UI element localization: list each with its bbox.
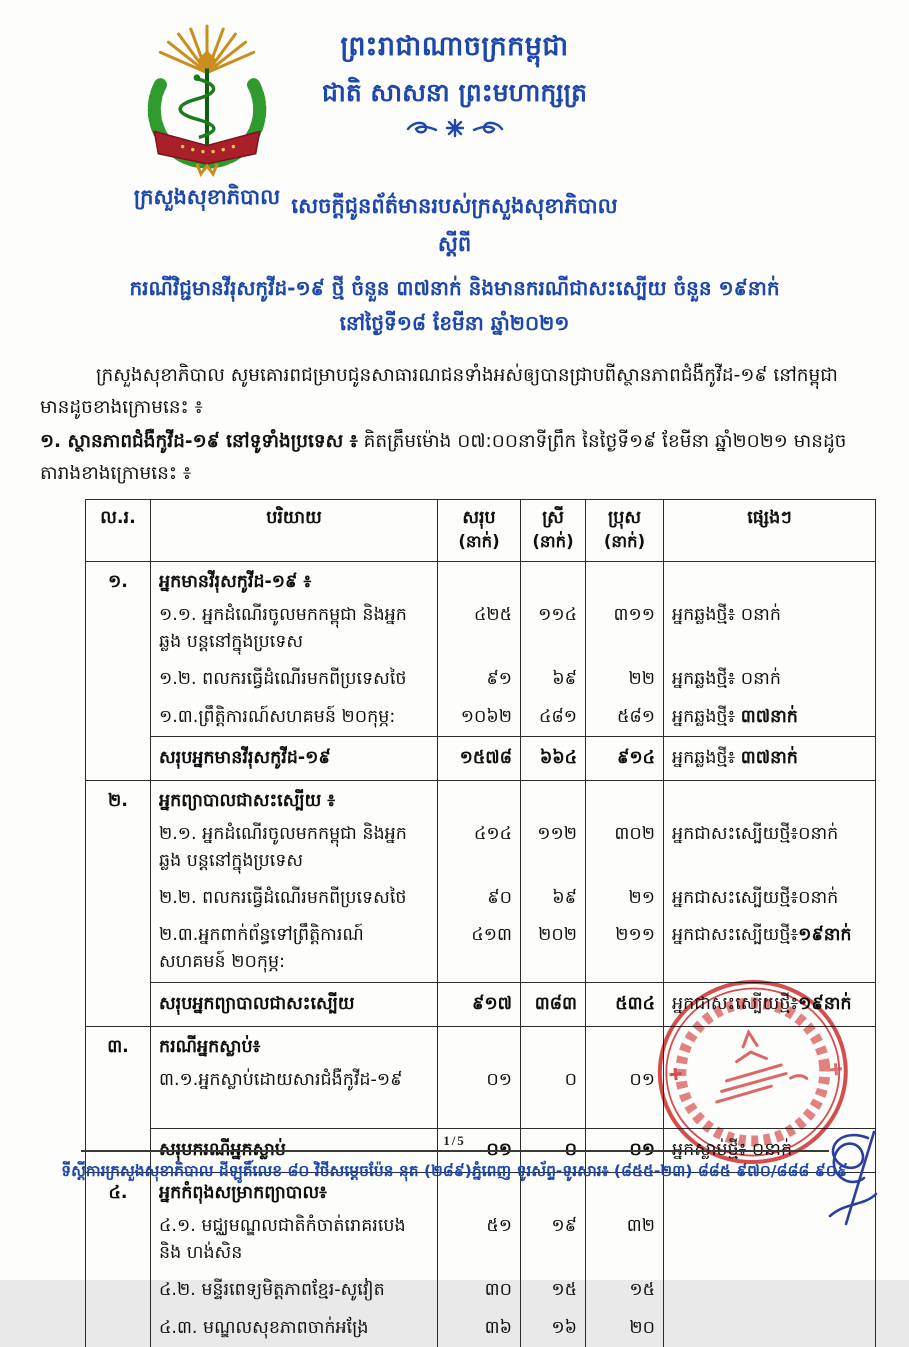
cell-female: ៣៨៣ [521,982,586,1026]
cell-male: ០១ [586,1128,664,1172]
cell-note [664,880,876,917]
cell-female [521,1026,586,1062]
note-text-bold: ៣៧នាក់ [740,706,798,727]
document-title-block [0,193,909,340]
cell-total: ៤១៣ [438,917,521,982]
table-row-sum1 [86,736,876,780]
cell-description: ៤.៣. មណ្ឌលសុខភាពចាក់អង្រែ [151,1310,438,1347]
cell-total: ៩១ [438,661,521,698]
ministry-emblem-block [88,26,326,215]
table-row-1.2 [86,661,876,698]
cell-female: ៤៨១ [521,699,586,737]
cell-row-number [86,1310,151,1347]
cell-male: ២០ [586,1310,664,1347]
cell-male [586,780,664,816]
cell-total: ៣០ [438,1272,521,1309]
cell-male: ២១១ [586,917,664,982]
table-row-4.1 [86,1208,876,1272]
cell-total: ០១ [438,1128,521,1172]
cell-total [438,562,521,598]
cell-male: ២១ [586,880,664,917]
note-text: អ្នកជាសះស្បើយថ្មី៖ [672,925,799,946]
cell-description: ៤.២. មន្ទីរពេទ្យមិត្តភាពខ្មែរ-សូវៀត [151,1272,438,1309]
cell-description: សរុបអ្នកមានវីរុសកូវីដ-១៩ [151,736,438,780]
signature-scribble [812,1128,890,1228]
table-row-4.3 [86,1310,876,1347]
col-header-male: ប្រុស (នាក់) [586,499,664,562]
cell-male: ៥៣៤ [586,982,664,1026]
cell-row-number: ២. [86,780,151,816]
cell-description: ១.២. ពលករធ្វើដំណើរមកពីប្រទេសថៃ [151,661,438,698]
section1-heading-bold: ១. ស្ថានភាពជំងឺកូវីដ-១៩ នៅទូទាំងប្រទេស ៖ [40,430,358,452]
page-number: 1/5 [443,1133,466,1148]
cell-female: ១៥ [521,1272,586,1309]
cell-description: អ្នកកំពុងសម្រាកព្យាបាល៖ [151,1173,438,1209]
cell-note [664,1272,876,1309]
cell-female: ១៩ [521,1208,586,1272]
table-header [86,499,876,562]
cell-note [664,816,876,880]
cell-female: ៦៩ [521,661,586,698]
cell-female: ៦៩ [521,880,586,917]
table-header-row [86,499,876,562]
cell-note [664,699,876,737]
title-line-3: ករណីវិជ្ជមានវីរុសកូវីដ-១៩ ថ្មី ចំនួន ៣៧នាក់ និងមានករណីជាសះស្បើយ ចំនួន ១៩នាក់ [129,276,780,300]
cell-female: ០ [521,1062,586,1129]
cell-total [438,780,521,816]
cell-total: ៣៦ [438,1310,521,1347]
cell-note [664,917,876,982]
cell-male: ៣២ [586,1208,664,1272]
cell-row-number [86,699,151,737]
cell-description: អ្នកព្យាបាលជាសះស្បើយ ៖ [151,780,438,816]
table-row-4.2 [86,1272,876,1309]
table-row-s2 [86,780,876,816]
title-line-2: ស្តីពី [437,232,472,256]
cell-row-number [86,982,151,1026]
col-header-female: ស្រី (នាក់) [521,499,586,562]
col-header-total: សរុប (នាក់) [438,499,521,562]
cell-total: ៩០ [438,880,521,917]
note-text: អ្នកជាសះស្បើយថ្មី៖០នាក់ [672,888,839,909]
cell-description: ៣.១.អ្នកស្លាប់ដោយសារជំងឺកូវីដ-១៩ [151,1062,438,1129]
cell-male: ៣០២ [586,816,664,880]
cell-female: ០ [521,1128,586,1172]
intro-paragraph: ក្រសួងសុខាភិបាល សូមគោរពជម្រាបជូនសាធារណជនទាំងអស់ឲ្យបានជ្រាបពីស្ថានភាពជំងឺកូវីដ-១៩ នៅកម្ពុជា មានដូចខាងក្រោមនេះ ៖ [40,365,838,419]
cell-row-number [86,736,151,780]
page-footer [0,1133,909,1184]
cell-male [586,1026,664,1062]
col-header-other: ផ្សេងៗ [664,499,876,562]
cell-row-number: ១. [86,562,151,598]
ministry-address: ទីស្តីការក្រសួងសុខាភិបាល ដីឡូតិ៍លេខ ៨០ វិថីសម្តេចប៉ែន នុត (២៨៩)ភ្នំពេញ ទូរស័ព្ទ-ទូរសារ៖ (៨៥៥-២៣) ៨៨៥ ៩៧០/៨៨៨ ៩០៩ [61,1162,848,1180]
cell-female: ១១២ [521,816,586,880]
table-row-s3 [86,1026,876,1062]
cell-total: ១០៦២ [438,699,521,737]
cell-male: ៥៨១ [586,699,664,737]
note-text: អ្នកឆ្លងថ្មី៖ [672,706,741,727]
cell-note [664,736,876,780]
table-row-1.1 [86,597,876,661]
cell-total: ១៥៧៨ [438,736,521,780]
title-line-1: សេចក្តីជូនព័ត៌មានរបស់ក្រសួងសុខាភិបាល [291,194,618,218]
title-line-4: នៅថ្ងៃទី១៨ ខែមីនា ឆ្នាំ២០២១ [339,311,570,335]
covid-statistics-table [85,499,876,1347]
note-text: អ្នកស្លាប់ថ្មី៖ ០នាក់ [672,1139,793,1160]
cell-row-number [86,917,151,982]
cell-note [664,1062,876,1129]
cell-description: ករណីអ្នកស្លាប់៖ [151,1026,438,1062]
cell-female: ១១៤ [521,597,586,661]
cell-row-number [86,1062,151,1129]
table-row-1.3 [86,699,876,737]
footer-rule [81,1150,829,1152]
cell-description: អ្នកមានវីរុសកូវីដ-១៩ ៖ [151,562,438,598]
note-text-bold: ៣៧នាក់ [740,747,798,768]
cell-description: ១.១. អ្នកដំណើរចូលមកកម្ពុជា និងអ្នកឆ្លង បន្តនៅក្នុងប្រទេស [151,597,438,661]
cell-note [664,780,876,816]
table-row-sum2 [86,982,876,1026]
table-row-2.3 [86,917,876,982]
note-text-bold: ១៩នាក់ [798,925,852,946]
table-row-2.1 [86,816,876,880]
cell-total: ៥១ [438,1208,521,1272]
cell-row-number [86,816,151,880]
cell-row-number [86,880,151,917]
cell-female [521,562,586,598]
col-header-description: បរិយាយ [151,499,438,562]
cell-female: ២០២ [521,917,586,982]
cell-total: ៤២៥ [438,597,521,661]
cell-total: ០១ [438,1062,521,1129]
note-text: អ្នកជាសះស្បើយថ្មី៖ [672,993,799,1014]
col-header-number: ល.រ. [86,499,151,562]
note-text: អ្នកឆ្លងថ្មី៖ [672,747,741,768]
note-text: អ្នកជាសះស្បើយថ្មី៖០នាក់ [672,823,839,844]
cell-description: សរុបអ្នកព្យាបាលជាសះស្បើយ [151,982,438,1026]
cell-note [664,597,876,661]
cell-description: ៤.១. មជ្ឈមណ្ឌលជាតិកំចាត់រោគរបេង និង ហង់សិន [151,1208,438,1272]
note-text: អ្នកឆ្លងថ្មី៖ ០នាក់ [672,605,781,626]
cell-description: ២.២. ពលករធ្វើដំណើរមកពីប្រទេសថៃ [151,880,438,917]
cell-note [664,982,876,1026]
section1-heading-rest: គិតត្រឹមម៉ោង ០៧:០០នាទីព្រឹក នៃថ្ងៃទី១៩ ខែមីនា ឆ្នាំ២០២១ មានដូចតារាងខាងក្រោមនេះ ៖ [40,430,847,485]
cell-male: ១៥ [586,1272,664,1309]
cell-total: ៩១៧ [438,982,521,1026]
table-row-s1 [86,562,876,598]
cell-female [521,780,586,816]
cell-note [664,1026,876,1062]
section1-heading [40,426,873,491]
cell-description: សរុបករណីអ្នកស្លាប់ [151,1128,438,1172]
cell-note [664,562,876,598]
cell-description: ១.៣.ព្រឹត្តិការណ៍សហគមន៍ ២០កុម្ភ: [151,699,438,737]
cell-row-number [86,661,151,698]
cell-note [664,661,876,698]
cell-row-number [86,597,151,661]
ministry-of-health-logo-icon [122,26,292,178]
cell-male: ៣១១ [586,597,664,661]
cell-row-number: ៣. [86,1026,151,1062]
cell-male: ២២ [586,661,664,698]
cell-male: ០១ [586,1062,664,1129]
cell-male [586,562,664,598]
note-text-bold: ១៩នាក់ [798,993,852,1014]
cell-description: ២.៣.អ្នកពាក់ព័ន្ធទៅព្រឹត្តិការណ៍សហគមន៍ ២០កុម្ភ: [151,917,438,982]
note-text: អ្នកឆ្លងថ្មី៖ ០នាក់ [672,669,781,690]
cell-female: ៦៦៤ [521,736,586,780]
kingdom-title: ព្រះរាជាណាចក្រកម្ពុជា [340,31,569,62]
cell-row-number [86,1208,151,1272]
ministry-name: ក្រសួងសុខាភិបាល [133,185,281,209]
cell-female: ១៦ [521,1310,586,1347]
cell-total [438,1026,521,1062]
table-row-3.1 [86,1062,876,1129]
cell-description: ២.១. អ្នកដំណើរចូលមកកម្ពុជា និងអ្នកឆ្លង បន្តនៅក្នុងប្រទេស [151,816,438,880]
table-row-2.2 [86,880,876,917]
cell-note [664,1310,876,1347]
national-motto: ជាតិ សាសនា ព្រះមហាក្សត្រ [322,78,587,107]
cell-row-number [86,1272,151,1309]
table-body [86,562,876,1347]
cell-total: ៤១៤ [438,816,521,880]
cell-male: ៩១៤ [586,736,664,780]
cell-row-number: ៤. [86,1173,151,1209]
